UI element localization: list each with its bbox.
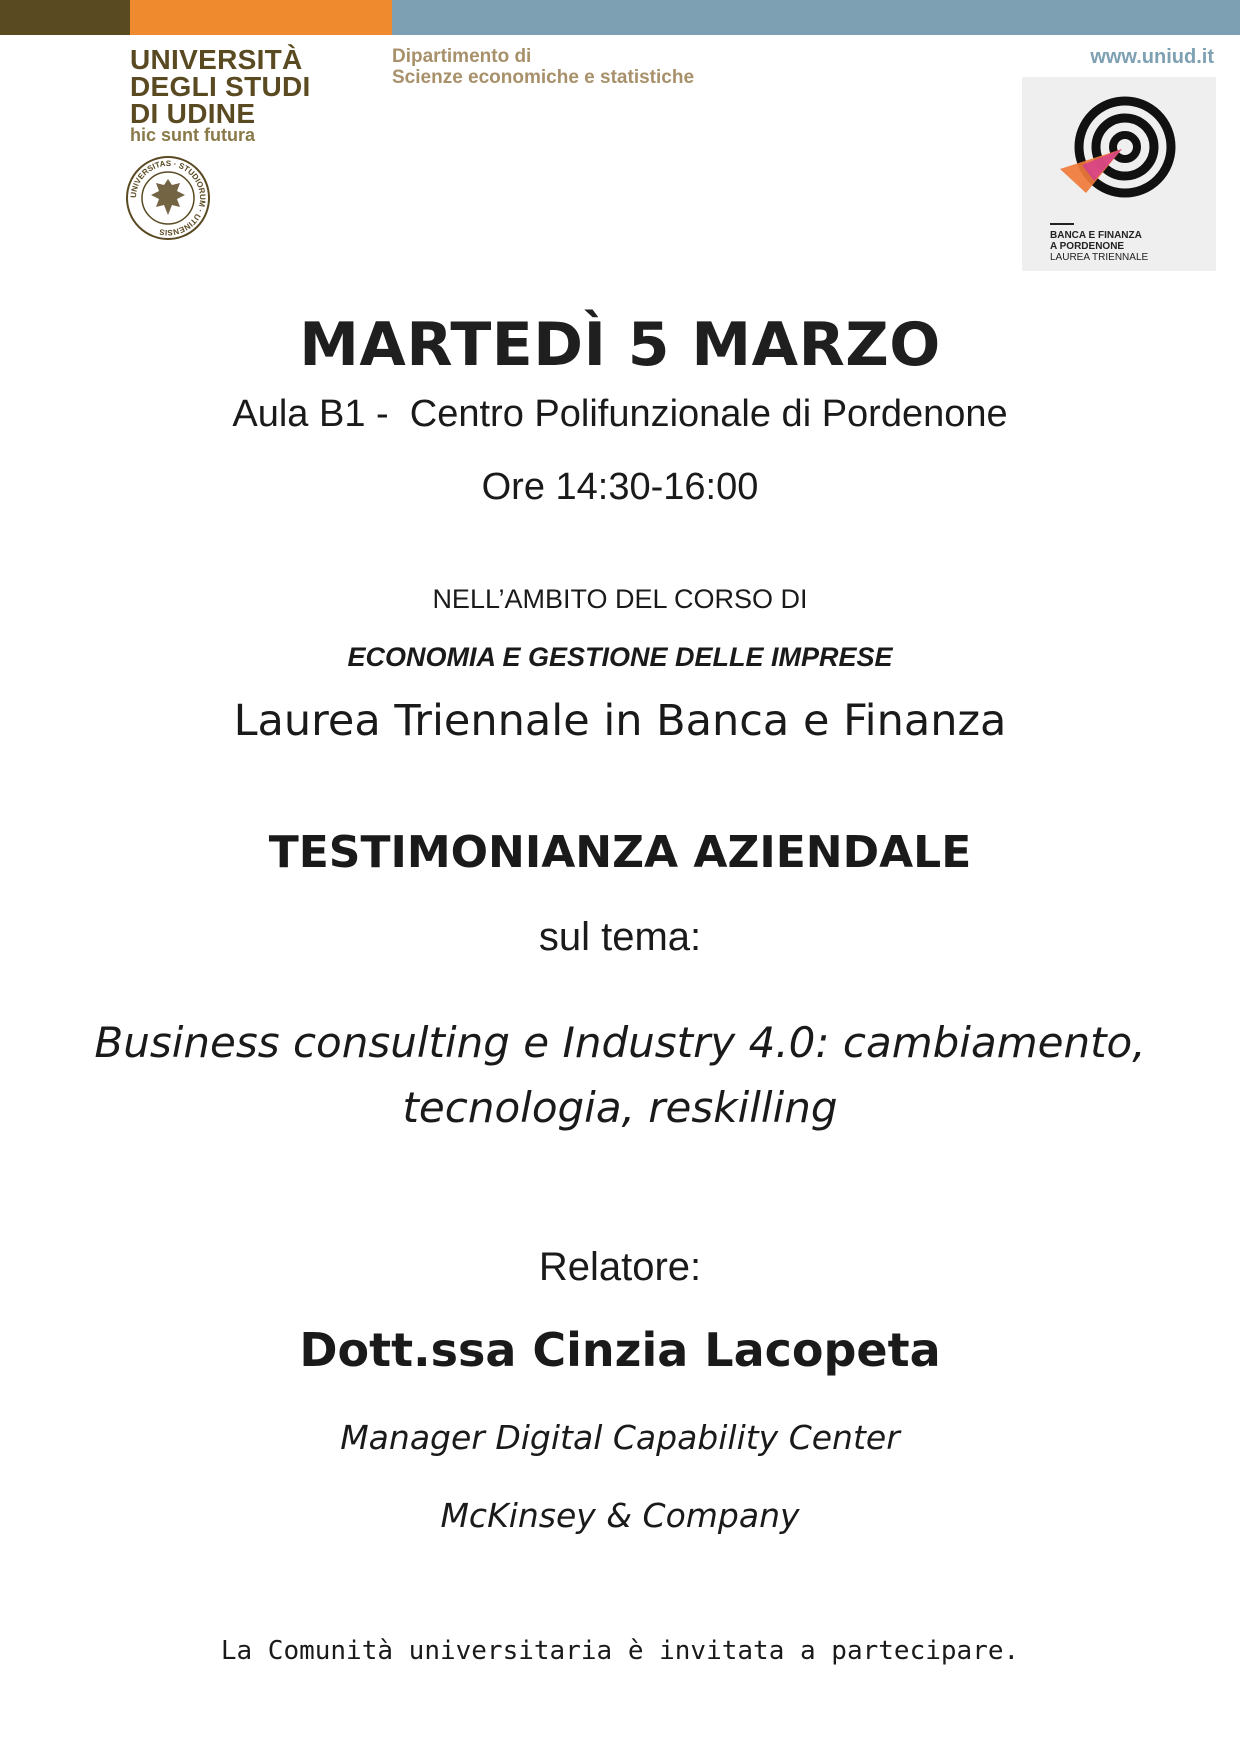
university-seal-icon — [125, 155, 211, 241]
speaker-company: McKinsey & Company — [440, 1496, 800, 1535]
department-name — [392, 46, 694, 88]
logo-rule — [1050, 223, 1074, 225]
speaker-role: Manager Digital Capability Center — [340, 1418, 900, 1457]
program-logo-line: LAUREA TRIENNALE — [1050, 252, 1149, 263]
event-venue: Aula B1 - Centro Polifunzionale di Pordenone — [232, 393, 1008, 435]
topic-line: tecnologia, reskilling — [402, 1083, 838, 1132]
top-color-bar — [0, 0, 1240, 35]
event-date: MARTEDÌ 5 MARZO — [299, 310, 941, 380]
department-line: Dipartimento di — [392, 46, 532, 67]
invitation-text: La Comunità universitaria è invitata a partecipare. — [220, 1636, 1020, 1666]
topic-line: Business consulting e Industry 4.0: cambiamento, — [94, 1018, 1146, 1067]
program-logo-text — [1050, 230, 1148, 263]
university-name-line: DEGLI STUDI — [130, 71, 311, 102]
speaker-label: Relatore: — [538, 1245, 702, 1289]
university-name — [130, 46, 311, 127]
department-line: Scienze economiche e statistiche — [392, 67, 695, 88]
topic-intro: sul tema: — [538, 915, 702, 959]
program-logo-line: A PORDENONE — [1050, 241, 1125, 252]
course-intro: NELL’AMBITO DEL CORSO DI — [432, 584, 808, 614]
program-logo-line: BANCA E FINANZA — [1050, 230, 1142, 241]
course-name: ECONOMIA E GESTIONE DELLE IMPRESE — [347, 642, 893, 672]
event-time: Ore 14:30-16:00 — [481, 466, 759, 508]
bar-segment-brown — [0, 0, 130, 35]
bar-segment-orange — [130, 0, 392, 35]
university-motto: hic sunt futura — [130, 125, 255, 145]
seal-text: UNIVERSITAS · STUDIORUM · UTINENSIS — [128, 158, 208, 238]
speaker-name: Dott.ssa Cinzia Lacopeta — [299, 1323, 941, 1377]
university-name-line: UNIVERSITÀ — [130, 44, 303, 75]
degree-name: Laurea Triennale in Banca e Finanza — [233, 696, 1007, 746]
bar-segment-blue — [392, 0, 1240, 35]
website-link[interactable]: www.uniud.it — [1090, 46, 1214, 68]
event-type: TESTIMONIANZA AZIENDALE — [268, 827, 972, 878]
university-name-line: DI UDINE — [130, 98, 256, 129]
program-logo — [1022, 77, 1216, 271]
